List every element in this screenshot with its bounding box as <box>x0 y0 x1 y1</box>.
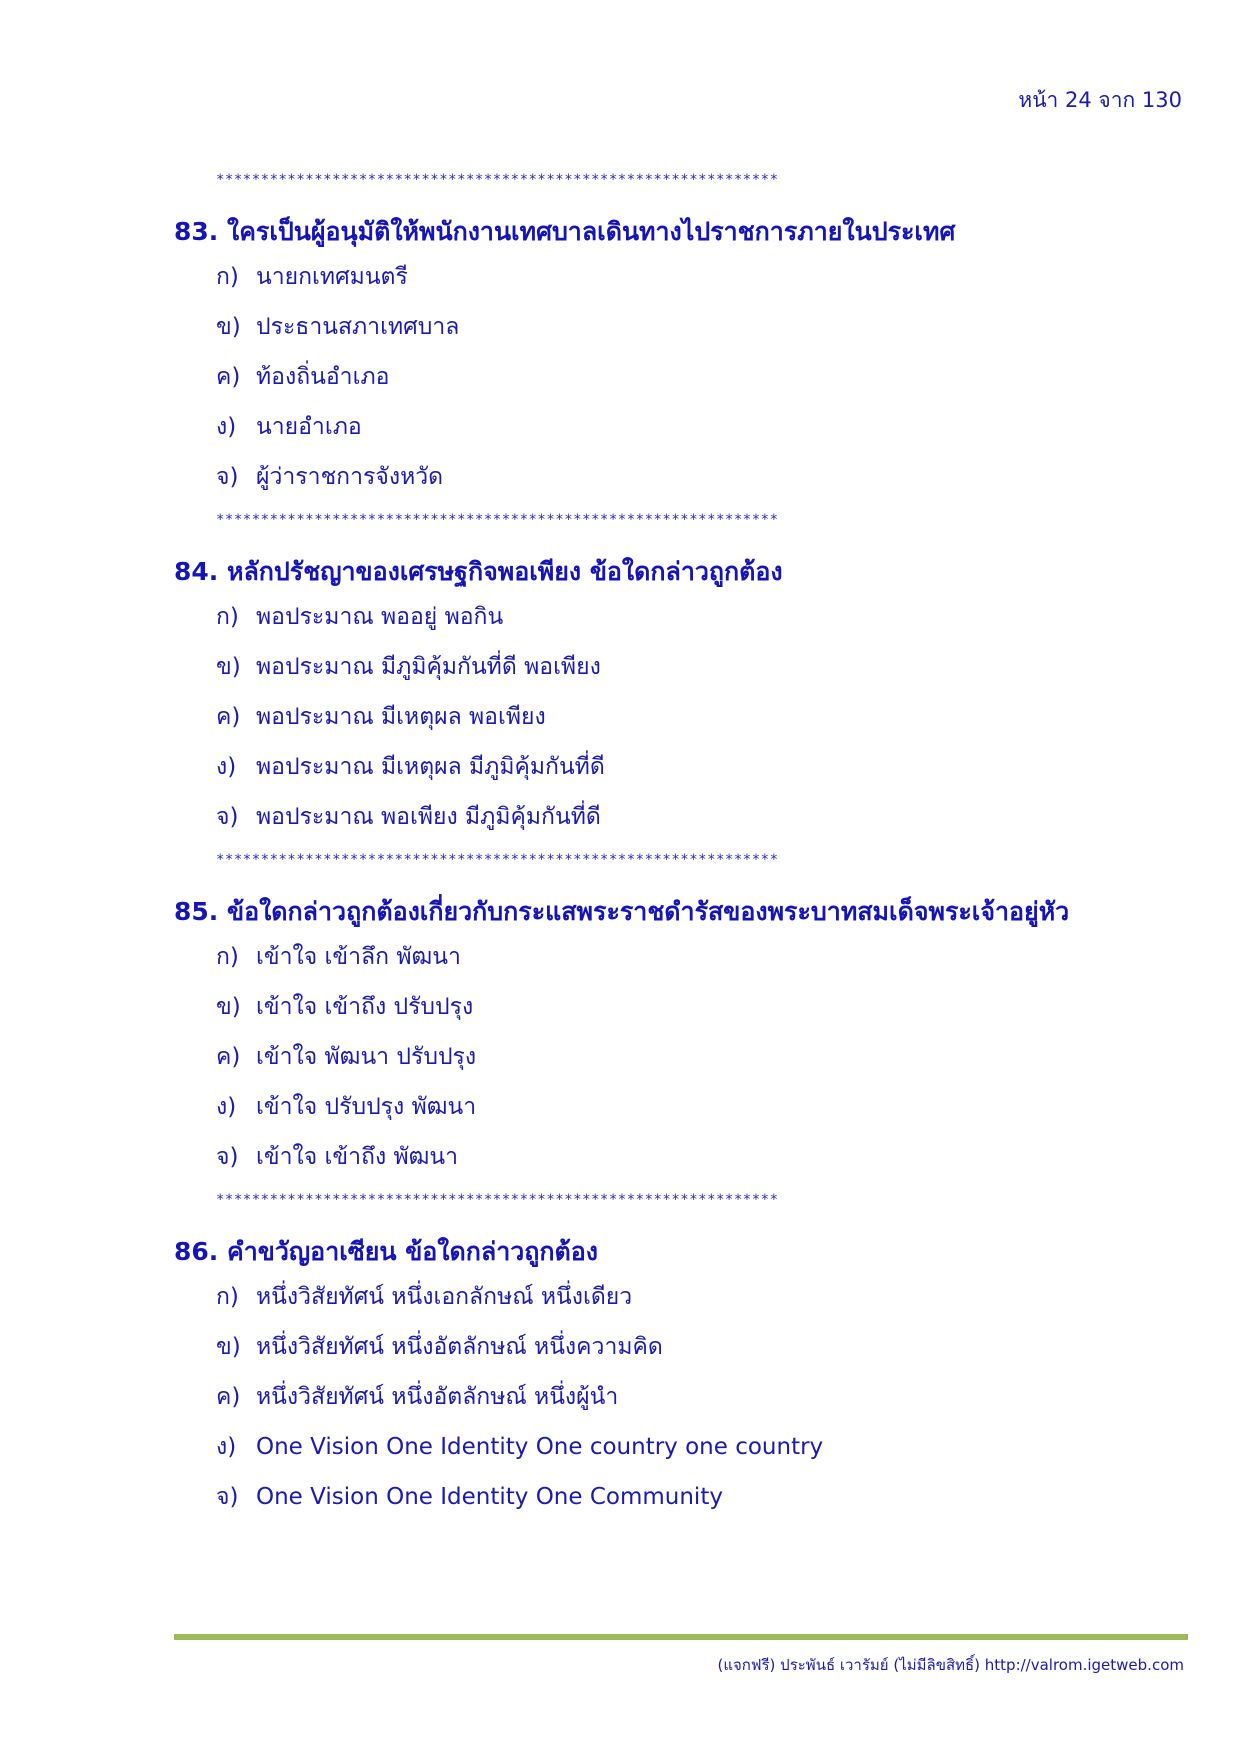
choice <box>174 592 1174 642</box>
choice <box>174 1272 1174 1322</box>
choice-letter: ง) <box>216 414 237 440</box>
choice-letter: ค) <box>216 1384 241 1410</box>
choice-text: หนึ่งวิสัยทัศน์ หนึ่งเอกลักษณ์ หนึ่งเดียว <box>256 1284 633 1310</box>
choice-letter: จ) <box>216 1484 239 1510</box>
footer-rule <box>174 1634 1188 1640</box>
choice-letter: ข) <box>216 994 241 1020</box>
choice-text: พอประมาณ มีภูมิคุ้มกันที่ดี พอเพียง <box>256 654 601 680</box>
choice-letter: ง) <box>216 1094 237 1120</box>
choice <box>174 302 1174 352</box>
question-title: 86. คำขวัญอาเซียน ข้อใดกล่าวถูกต้อง <box>174 1237 598 1266</box>
choice <box>174 352 1174 402</box>
choice <box>174 452 1174 502</box>
choice-text: เข้าใจ เข้าลึก พัฒนา <box>256 944 461 970</box>
question-84 <box>174 552 1174 842</box>
choice-letter: ข) <box>216 1334 241 1360</box>
choice-letter: ง) <box>216 1434 237 1460</box>
choice-text: เข้าใจ ปรับปรุง พัฒนา <box>256 1094 477 1120</box>
choice-letter: ก) <box>216 1284 239 1310</box>
separator: *************************************************************** <box>216 1192 779 1208</box>
question-83 <box>174 212 1174 502</box>
choice-letter: ก) <box>216 264 239 290</box>
question-list <box>174 168 1174 1528</box>
choice-text: One Vision One Identity One country one country <box>256 1434 824 1460</box>
choice <box>174 1322 1174 1372</box>
choice-text: พอประมาณ มีเหตุผล พอเพียง <box>256 704 546 730</box>
choice-text: นายกเทศมนตรี <box>256 264 408 290</box>
choice <box>174 1082 1174 1132</box>
choice <box>174 402 1174 452</box>
choice <box>174 792 1174 842</box>
question-title: 85. ข้อใดกล่าวถูกต้องเกี่ยวกับกระแสพระราชดำรัสของพระบาทสมเด็จพระเจ้าอยู่หัว <box>174 897 1070 926</box>
choice <box>174 982 1174 1032</box>
question-title: 84. หลักปรัชญาของเศรษฐกิจพอเพียง ข้อใดกล่าวถูกต้อง <box>174 557 783 586</box>
choice-text: ประธานสภาเทศบาล <box>256 314 460 340</box>
choice <box>174 692 1174 742</box>
question-title: 83. ใครเป็นผู้อนุมัติให้พนักงานเทศบาลเดินทางไปราชการภายในประเทศ <box>174 217 956 246</box>
choice <box>174 1372 1174 1422</box>
choice-letter: ค) <box>216 1044 241 1070</box>
choice-text: One Vision One Identity One Community <box>256 1484 723 1510</box>
choice-letter: จ) <box>216 804 239 830</box>
choice-text: ผู้ว่าราชการจังหวัด <box>256 464 444 490</box>
choice-letter: ค) <box>216 364 241 390</box>
choice-text: เข้าใจ เข้าถึง ปรับปรุง <box>256 994 474 1020</box>
choice-letter: จ) <box>216 464 239 490</box>
choice-text: เข้าใจ พัฒนา ปรับปรุง <box>256 1044 477 1070</box>
choice <box>174 1132 1174 1182</box>
choice-text: ท้องถิ่นอำเภอ <box>256 364 390 390</box>
choice-text: พอประมาณ พอเพียง มีภูมิคุ้มกันที่ดี <box>256 804 601 830</box>
choice-letter: จ) <box>216 1144 239 1170</box>
choice-letter: ข) <box>216 314 241 340</box>
choice-letter: ค) <box>216 704 241 730</box>
choice <box>174 1422 1174 1472</box>
choice <box>174 252 1174 302</box>
choice-text: หนึ่งวิสัยทัศน์ หนึ่งอัตลักษณ์ หนึ่งผู้นำ <box>256 1384 619 1410</box>
question-86 <box>174 1232 1174 1522</box>
choice-text: นายอำเภอ <box>256 414 362 440</box>
page-number: หน้า 24 จาก 130 <box>1018 88 1182 112</box>
choice-text: หนึ่งวิสัยทัศน์ หนึ่งอัตลักษณ์ หนึ่งความคิด <box>256 1334 663 1360</box>
question-85 <box>174 892 1174 1182</box>
choice-letter: ง) <box>216 754 237 780</box>
choice <box>174 1472 1174 1522</box>
choice-letter: ก) <box>216 604 239 630</box>
separator: *************************************************************** <box>216 172 779 188</box>
choice-text: เข้าใจ เข้าถึง พัฒนา <box>256 1144 459 1170</box>
choice-text: พอประมาณ มีเหตุผล มีภูมิคุ้มกันที่ดี <box>256 754 605 780</box>
choice <box>174 932 1174 982</box>
choice <box>174 1032 1174 1082</box>
choice-text: พอประมาณ พออยู่ พอกิน <box>256 604 504 630</box>
footer-text: (แจกฟรี) ประพันธ์ เวารัมย์ (ไม่มีลิขสิทธิ์) http://valrom.igetweb.com <box>717 1656 1184 1674</box>
choice <box>174 642 1174 692</box>
separator: *************************************************************** <box>216 512 779 528</box>
choice-letter: ก) <box>216 944 239 970</box>
choice <box>174 742 1174 792</box>
choice-letter: ข) <box>216 654 241 680</box>
separator: *************************************************************** <box>216 852 779 868</box>
